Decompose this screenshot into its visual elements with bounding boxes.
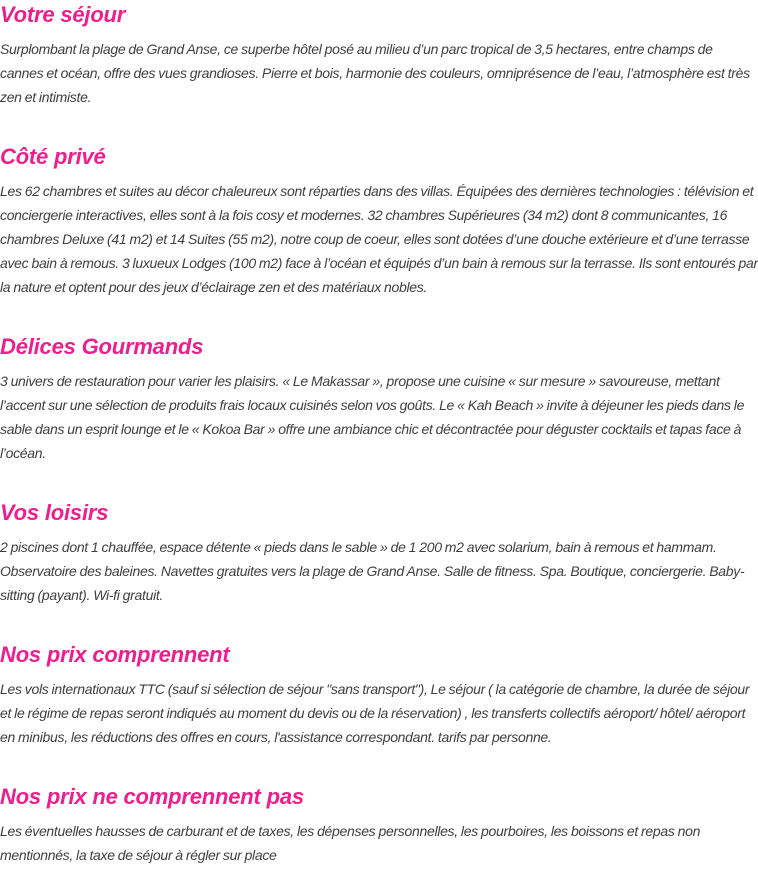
section-text: 2 piscines dont 1 chauffée, espace détente « pieds dans le sable » de 1 200 m2 avec solarium, bain à remous et hammam. Observatoire des baleines. Navettes gratuites vers la plage de Grand Anse. Salle de fitness. Spa. Boutique, conciergerie. Baby-sitting (payant). Wi-fi gratuit. <box>0 539 745 603</box>
section-nos-prix-ne-comprennent-pas <box>0 783 758 867</box>
section-votre-sejour <box>0 0 758 109</box>
section-title: Côté privé <box>0 144 106 169</box>
section-title: Nos prix comprennent <box>0 642 230 667</box>
section-text: Les éventuelles hausses de carburant et de taxes, les dépenses personnelles, les pourboires, les boissons et repas non mentionnés, la taxe de séjour à régler sur place <box>0 823 701 863</box>
section-delices-gourmands <box>0 333 758 465</box>
section-text: 3 univers de restauration pour varier les plaisirs. « Le Makassar », propose une cuisine « sur mesure » savoureuse, mettant l’accent sur une sélection de produits frais locaux cuisinés selon vos goûts. Le « Kah Beach » invite à déjeuner les pieds dans le sable dans un esprit lounge et le « Kokoa Bar » offre une ambiance chic et décontractée pour déguster cocktails et tapas face à l’océan. <box>0 373 745 461</box>
section-title: Délices Gourmands <box>0 334 204 359</box>
section-cote-prive <box>0 143 758 299</box>
section-text: Les 62 chambres et suites au décor chaleureux sont réparties dans des villas. Équipées des dernières technologies : télévision et conciergerie interactives, elles sont à la fois cosy et modernes. 32 chambres Supérieures (34 m2) dont 8 communicantes, 16 chambres Deluxe (41 m2) et 14 Suites (55 m2), notre coup de coeur, elles sont dotées d’une douche extérieure et d’une terrasse avec bain à remous. 3 luxueux Lodges (100 m2) face à l’océan et équipés d’un bain à remous sur la terrasse. Ils sont entourés par la nature et optent pour des jeux d’éclairage zen et des matériaux nobles. <box>0 183 758 295</box>
section-text: Surplombant la plage de Grand Anse, ce superbe hôtel posé au milieu d’un parc tropical de 3,5 hectares, entre champs de cannes et océan, offre des vues grandioses. Pierre et bois, harmonie des couleurs, omniprésence de l’eau, l’atmosphère est très zen et intimiste. <box>0 41 750 105</box>
section-vos-loisirs <box>0 499 758 607</box>
section-text: Les vols internationaux TTC (sauf si sélection de séjour "sans transport"), Le séjour ( la catégorie de chambre, la durée de séjour et le régime de repas seront indiqués au moment du devis ou de la réservation) , les transferts collectifs aéroport/ hôtel/ aéroport en minibus, les réductions des offres en cours, l'assistance correspondant. tarifs par personne. <box>0 681 750 745</box>
section-title: Vos loisirs <box>0 500 109 525</box>
section-nos-prix-comprennent <box>0 641 758 749</box>
section-title: Nos prix ne comprennent pas <box>0 784 304 809</box>
section-title: Votre séjour <box>0 2 126 27</box>
